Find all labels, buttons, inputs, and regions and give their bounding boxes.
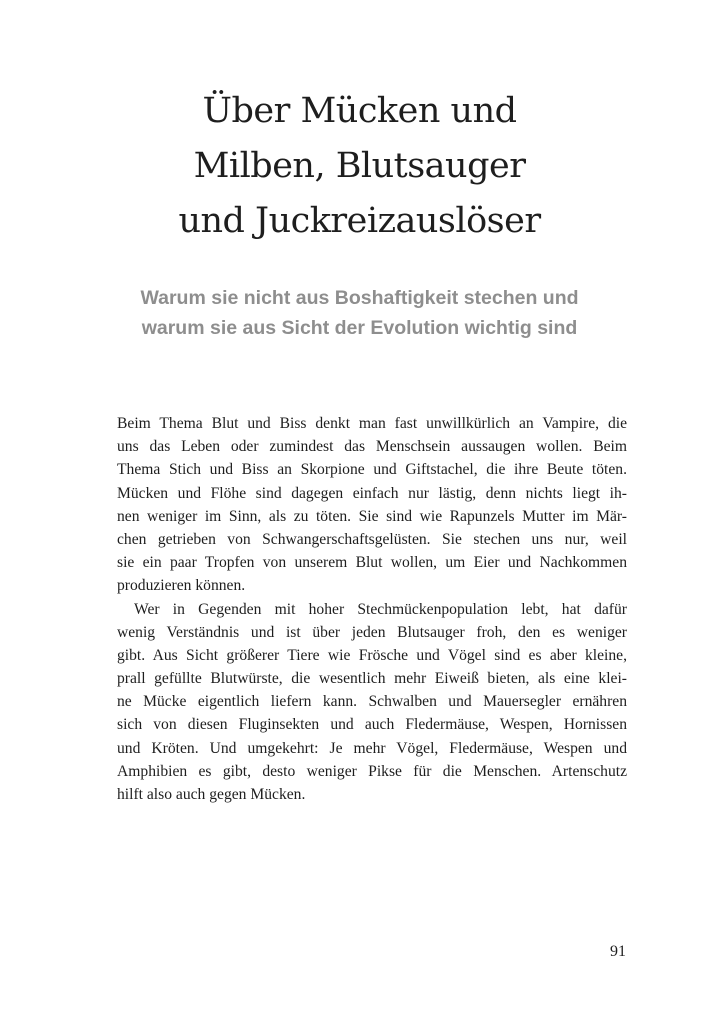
text-line: gibt. Aus Sicht größerer Tiere wie Frösche und Vögel sind es aber kleine, (117, 646, 627, 664)
text-line: Wer in Gegenden mit hoher Stechmückenpopulation lebt, hat dafür (134, 600, 627, 618)
chapter-title-line: Milben, Blutsauger (193, 146, 526, 186)
chapter-subtitle (90, 283, 629, 343)
chapter-subtitle-line: Warum sie nicht aus Boshaftigkeit stechen und (140, 287, 579, 309)
text-line: ne Mücke eigentlich liefern kann. Schwalben und Mauersegler ernähren (117, 693, 627, 711)
text-line: Beim Thema Blut und Biss denkt man fast unwillkürlich an Vampire, die (117, 415, 627, 432)
text-line: wenig Verständnis und ist über jeden Blutsauger froh, den es weniger (117, 623, 627, 641)
text-line: produzieren können. (117, 577, 246, 595)
chapter-title-line: Über Mücken und (202, 91, 517, 131)
text-line: sie ein paar Tropfen von unserem Blut wollen, um Eier und Nachkommen (117, 554, 627, 572)
text-line: Amphibien es gibt, desto weniger Pikse für die Menschen. Artenschutz (117, 762, 627, 780)
paragraph-2 (117, 598, 627, 807)
body-text (117, 412, 627, 806)
chapter-title-line: und Juckreizauslöser (178, 201, 541, 241)
chapter-subtitle-line: warum sie aus Sicht der Evolution wichtig sind (141, 317, 578, 339)
text-line: nen weniger im Sinn, als zu töten. Sie sind wie Rapunzels Mutter im Mär- (117, 507, 627, 525)
chapter-title (100, 84, 619, 249)
text-line: und Kröten. Und umgekehrt: Je mehr Vögel, Fledermäuse, Wespen und (117, 739, 627, 757)
text-line: chen getrieben von Schwangerschaftsgelüsten. Sie stechen uns nur, weil (117, 530, 627, 548)
paragraph-1 (117, 412, 627, 598)
text-line: hilft also auch gegen Mücken. (117, 786, 306, 803)
text-line: prall gefüllte Blutwürste, die wesentlich mehr Eiweiß bieten, als eine klei- (117, 670, 627, 688)
text-line: Thema Stich und Biss an Skorpione und Giftstachel, die ihre Beute töten. (117, 461, 627, 479)
text-line: sich von diesen Fluginsekten und auch Fledermäuse, Wespen, Hornissen (117, 716, 627, 734)
text-line: uns das Leben oder zumindest das Menschsein aussaugen wollen. Beim (117, 438, 627, 456)
page-number: 91 (610, 943, 626, 960)
text-line: Mücken und Flöhe sind dagegen einfach nur lästig, denn nichts liegt ih- (117, 484, 627, 502)
